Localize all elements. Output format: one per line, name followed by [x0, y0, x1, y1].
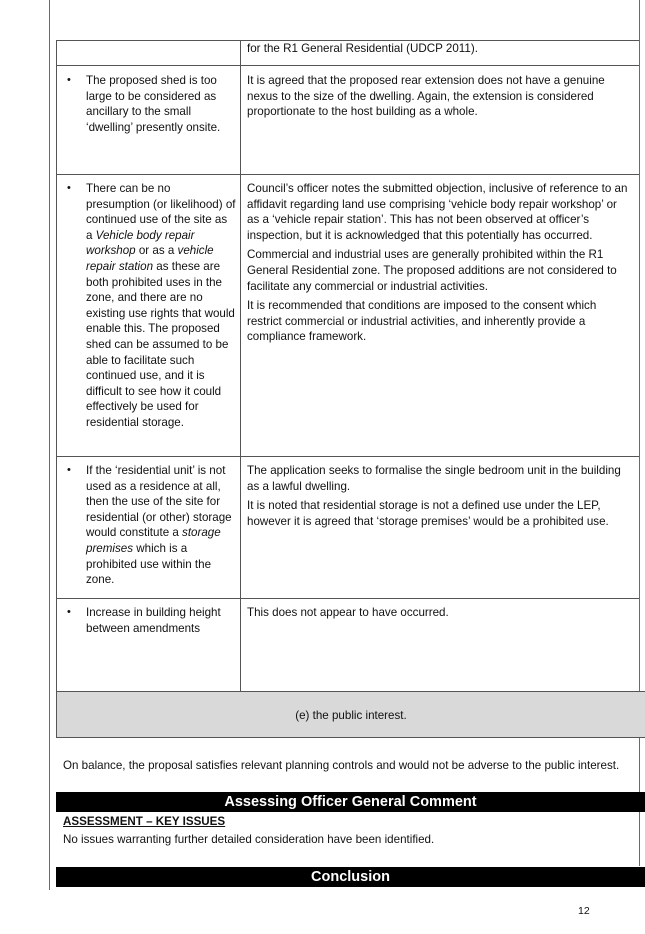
text-run: The application seeks to formalise the single bedroom unit in the building as a lawful dwelling.	[247, 464, 621, 493]
text-run: It is noted that residential storage is not a defined use under the LEP, however it is agreed that ‘storage premises’ would be a prohibited use.	[247, 499, 609, 528]
response-paragraph	[247, 73, 631, 120]
response-paragraph	[247, 463, 631, 494]
text-run: which is a prohibited use within the zone.	[86, 541, 212, 587]
submissions-table	[56, 40, 639, 692]
response-paragraph	[247, 605, 631, 621]
general-comment-title: Assessing Officer General Comment	[56, 792, 645, 812]
response-cell	[247, 605, 631, 625]
text-run: There can be no presumption (or likelihood) of continued use of the site as a	[86, 182, 236, 242]
response-paragraph	[247, 181, 631, 243]
table-row	[56, 40, 639, 65]
response-cell	[247, 181, 631, 349]
bullet-point: •	[67, 182, 71, 194]
text-run: Commercial and industrial uses are generally prohibited within the R1 General Residential zone. The proposed additions are not considered to facilitate any commercial or industrial activities.	[247, 248, 617, 293]
bullet-point: •	[67, 74, 71, 86]
text-run: It is agreed that the proposed rear extension does not have a genuine nexus to the size of the dwelling. Again, the extension is considered proportionate to the host building as a whole.	[247, 74, 605, 119]
text-run: for the R1 General Residential (UDCP 2011).	[247, 42, 478, 55]
italic-term: vehicle repair station	[86, 244, 214, 273]
concern-cell	[86, 73, 236, 135]
bullet-point: •	[67, 464, 71, 476]
table-row	[56, 598, 639, 691]
text-run: or as a	[135, 244, 178, 258]
response-cell	[247, 73, 631, 124]
page-number: 12	[578, 905, 590, 917]
table-row	[56, 456, 639, 598]
bullet-point: •	[67, 606, 71, 618]
text-run: This does not appear to have occurred.	[247, 606, 449, 619]
text-run: If the ‘residential unit’ is not used as a residence at all, then the use of the site for residential (or other) storage would constitute a	[86, 464, 232, 540]
concern-cell	[86, 605, 236, 636]
concern-cell	[86, 181, 236, 431]
assessment-heading: ASSESSMENT – KEY ISSUES	[63, 815, 226, 828]
text-run: It is recommended that conditions are imposed to the consent which restrict commercial or industrial activities, and inherently provide a compliance framework.	[247, 299, 597, 344]
balance-statement: On balance, the proposal satisfies relevant planning controls and would not be adverse to the public interest.	[63, 759, 620, 772]
table-row	[56, 65, 639, 174]
response-paragraph	[247, 298, 631, 345]
concern-cell	[86, 463, 236, 588]
response-cell	[247, 463, 631, 533]
response-paragraph	[247, 498, 631, 529]
italic-term: storage premises	[86, 526, 221, 555]
text-run: Increase in building height between amendments	[86, 606, 221, 635]
response-paragraph	[247, 247, 631, 294]
response-paragraph	[247, 41, 631, 57]
text-run: The proposed shed is too large to be considered as ancillary to the small ‘dwelling’ presently onsite.	[86, 74, 221, 134]
response-cell	[247, 41, 631, 61]
italic-term: Vehicle body repair workshop	[86, 228, 195, 258]
page-frame-left	[49, 0, 50, 890]
assessment-text: No issues warranting further detailed consideration have been identified.	[63, 833, 435, 846]
text-run: Council’s officer notes the submitted objection, inclusive of reference to an affidavit regarding land use comprising ‘vehicle body repair workshop’ or as a ‘vehicle repair station’. This has not been observed at officer’s inspection, but it is acknowledged that this potentially has occurred.	[247, 182, 628, 242]
public-interest-heading: (e) the public interest.	[56, 691, 645, 738]
text-run: as these are both prohibited uses in the zone, and there are no existing use rights that would enable this. The proposed shed can be assumed to be able to facilitate such continued use, and it is difficult to see how it could effectively be used for residential storage.	[86, 259, 235, 429]
table-row	[56, 174, 639, 456]
conclusion-title: Conclusion	[56, 867, 645, 887]
